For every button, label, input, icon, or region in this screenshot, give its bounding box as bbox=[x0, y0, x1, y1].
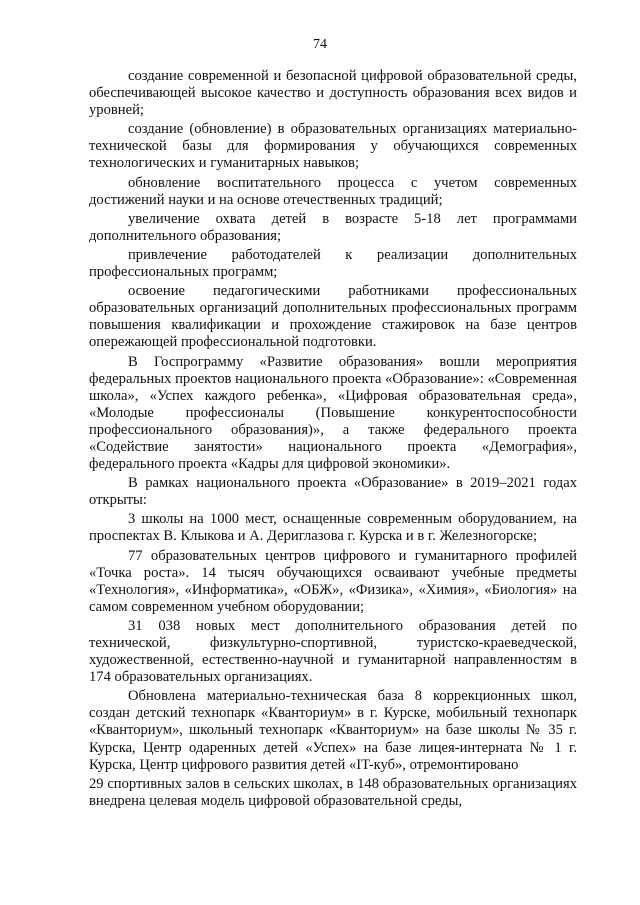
paragraph: увеличение охвата детей в возрасте 5-18 лет программами дополнительного образования; bbox=[89, 210, 577, 244]
paragraph: привлечение работодателей к реализации дополнительных профессиональных программ; bbox=[89, 246, 577, 281]
paragraph: Обновлена материально-техническая база 8 коррекционных школ, создан детский технопарк «Кванториум» в г. Курске, мобильный технопарк «Кванториум», школьный технопарк «Кванториум» на базе школы № 35 г. Курска, Центр одаренных детей «Успех» на базе лицея-интерната № 1 г. Курска, Центр цифрового развития детей «IT-куб», отремонтировано bbox=[89, 688, 577, 773]
paragraph: создание (обновление) в образовательных организациях материально-технической базы для формирования у обучающихся современных технологических и гуманитарных навыков; bbox=[89, 121, 577, 172]
paragraph: освоение педагогическими работниками профессиональных образовательных организаций дополнительных профессиональных программ повышения квалификации и прохождение стажировок на базе центров опережающей профессиональной подготовки. bbox=[89, 283, 577, 351]
page-number: 74 bbox=[313, 37, 327, 52]
paragraph: 77 образовательных центров цифрового и гуманитарного профилей «Точка роста». 14 тысяч обучающихся осваивают учебные предметы «Технология», «Информатика», «ОБЖ», «Физика», «Химия», «Биология» на самом современном учебном оборудовании; bbox=[89, 547, 577, 615]
paragraph: 3 школы на 1000 мест, оснащенные современным оборудованием, на проспектах В. Клыкова и А. Дериглазова г. Курска и в г. Железногорске; bbox=[89, 511, 577, 545]
paragraph: В рамках национального проекта «Образование» в 2019–2021 годах открыты: bbox=[89, 475, 577, 509]
document-body bbox=[89, 68, 577, 812]
paragraph: 31 038 новых мест дополнительного образования детей по технической, физкультурно-спортивной, туристско-краеведческой, художественной, естественно-научной и гуманитарной направленностям в 174 образовательных организациях. bbox=[89, 617, 577, 686]
paragraph: создание современной и безопасной цифровой образовательной среды, обеспечивающей высокое качество и доступность образования всех видов и уровней; bbox=[89, 68, 577, 119]
paragraph: 29 спортивных залов в сельских школах, в 148 образовательных организациях внедрена целевая модель цифровой образовательной среды, bbox=[89, 775, 577, 809]
paragraph: обновление воспитательного процесса с учетом современных достижений науки и на основе отечественных традиций; bbox=[89, 174, 577, 208]
paragraph: В Госпрограмму «Развитие образования» вошли мероприятия федеральных проектов национального проекта «Образование»: «Современная школа», «Успех каждого ребенка», «Цифровая образовательная среда», «Молодые профессионалы (Повышение конкурентоспособности профессионального образования)», а также федерального проекта «Содействие занятости» национального проекта «Демография», федерального проекта «Кадры для цифровой экономики». bbox=[89, 353, 577, 473]
